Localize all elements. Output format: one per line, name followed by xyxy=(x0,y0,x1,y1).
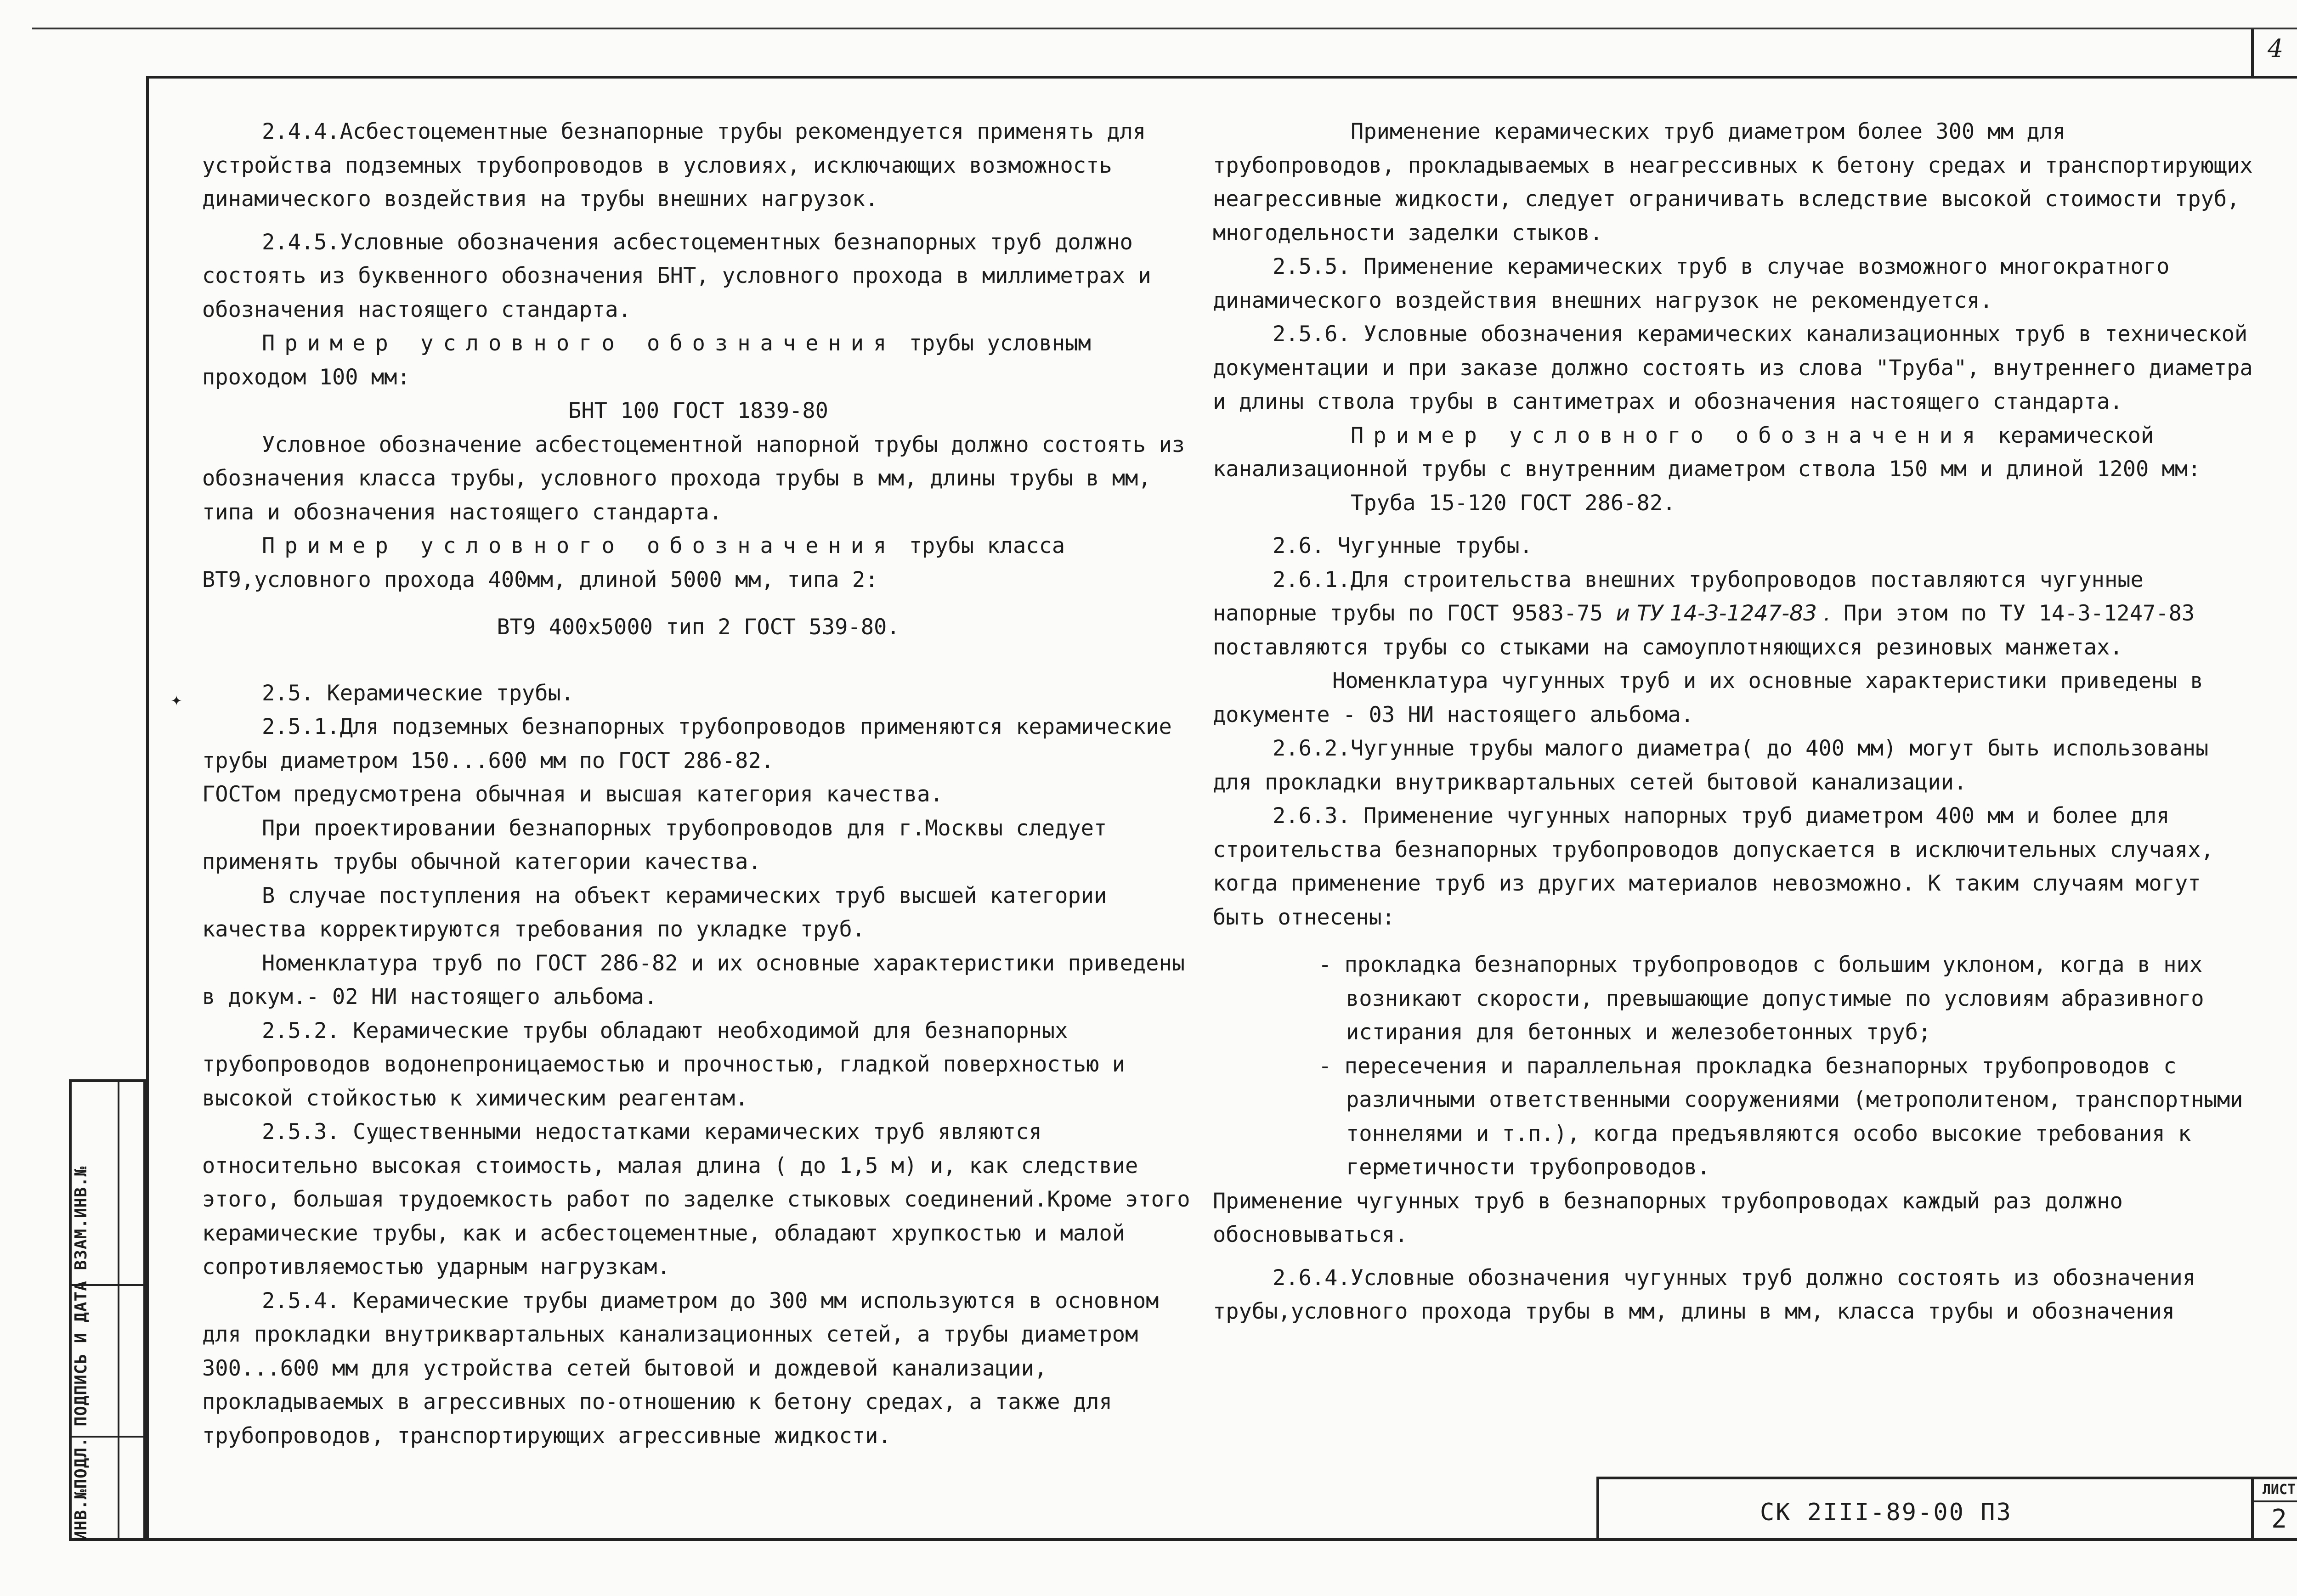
example-2-tail: трубы класса ВТ9,условного прохода 400мм, длиной 5000 мм, типа 2: xyxy=(202,533,1065,592)
para-nomenclature: Номенклатура труб по ГОСТ 286-82 и их основные характеристики приведены в докум.- 02 НИ настоящего альбома. xyxy=(202,950,1185,1009)
sheet-number: 2 xyxy=(2271,1504,2287,1534)
example-1-tail: трубы условным проходом 100 мм: xyxy=(202,331,1091,390)
para-2-5-6: 2.5.6. Условные обозначения керамических канализационных труб в технической документации и при заказе должно состоять из слова "Труба", внутреннего диаметра и длины ствола трубы в сантиметрах и обозначения настоящего стандарта. xyxy=(1213,321,2253,414)
para-2-6-2: 2.6.2.Чугунные трубы малого диаметра( до 400 мм) могут быть использованы для прокладки внутриквартальных сетей бытовой канализации. xyxy=(1213,736,2209,795)
case-list xyxy=(1318,948,2260,1184)
para-2-5-2: 2.5.2. Керамические трубы обладают необходимой для безнапорных трубопроводов водонепроницаемостью и прочностью, гладкой поверхностью и высокой стойкостью к химическим реагентам. xyxy=(202,1018,1126,1111)
para-pressure-pipe: Условное обозначение асбестоцементной напорной трубы должно состоять из обозначения класса трубы, условного прохода трубы в мм, длины трубы в мм, типа и обозначения настоящего стандарта. xyxy=(202,432,1185,525)
para-justify: Применение чугунных труб в безнапорных трубопроводах каждый раз должно обосновываться. xyxy=(1213,1188,2123,1247)
title-block xyxy=(1596,1477,2297,1541)
example-2-label: Пример условного обозначения xyxy=(262,533,896,558)
para-2-5-1-gost: ГОСТом предусмотрена обычная и высшая категория качества. xyxy=(202,782,943,807)
para-large-diameter: Применение керамических труб диаметром более 300 мм для трубопроводов, прокладываемых в неагрессивных к бетону средах и транспортирующих неагрессивные жидкости, следует ограничивать вследствие высокой стоимости труб, многодельности заделки стыков. xyxy=(1213,119,2253,246)
para-supply: В случае поступления на объект керамических труб высшей категории качества корректируются требования по укладке труб. xyxy=(202,883,1107,942)
handwritten-insert: и ТУ 14-3-1247-83 . xyxy=(1616,601,1831,626)
corner-sheet-box xyxy=(2251,29,2297,79)
para-2-6-3: 2.6.3. Применение чугунных напорных труб диаметром 400 мм и более для строительства безнапорных трубопроводов допускается в исключительных случаях, когда применение труб из других материалов невозможно. К таким случаям могут быть отнесены: xyxy=(1213,803,2214,930)
example-3-code: Труба 15-120 ГОСТ 286-82. xyxy=(1351,490,1676,516)
sheet-label: ЛИСТ xyxy=(2254,1479,2297,1502)
example-1-label: Пример условного обозначения xyxy=(262,331,896,356)
example-3-tail: керамической канализационной трубы с внутренним диаметром ствола 150 мм и длиной 1200 мм: xyxy=(1213,423,2201,482)
para-2-4-5: 2.4.5.Условные обозначения асбестоцементных безнапорных труб должно состоять из буквенного обозначения БНТ, условного прохода в миллиметрах и обозначения настоящего стандарта. xyxy=(202,229,1151,322)
para-2-5-3: 2.5.3. Существенными недостатками керамических труб являются относительно высокая стоимость, малая длина ( до 1,5 м) и, как следствие этого, большая трудоемкость работ по заделке стыковых соединений.Кроме этого керамические трубы, как и асбестоцементные, обладают хрупкостью и малой сопротивляемостью ударным нагрузкам. xyxy=(202,1119,1190,1280)
para-2-6-4: 2.6.4.Условные обозначения чугунных труб должно состоять из обозначения трубы,условного прохода трубы в мм, длины в мм, класса трубы и обозначения xyxy=(1213,1265,2196,1324)
side-stamp-text: ИНВ.№ПОДЛ. ПОДПИСЬ И ДАТА ВЗАМ.ИНВ.№ xyxy=(72,1166,91,1541)
top-rule xyxy=(32,28,2297,29)
right-column xyxy=(1213,115,2260,1329)
margin-mark: ✦ xyxy=(171,689,182,710)
document-code: СК 2III-89-00 ПЗ xyxy=(1760,1499,2012,1526)
para-nomenclature-cast-iron: Номенклатура чугунных труб и их основные характеристики приведены в документе - 03 НИ настоящего альбома. xyxy=(1213,668,2203,728)
example-1 xyxy=(202,327,1194,394)
example-2-code: ВТ9 400х5000 тип 2 ГОСТ 539-80. xyxy=(497,615,900,640)
left-column xyxy=(202,115,1194,1453)
para-2-6-1 xyxy=(1213,563,2260,665)
para-moscow: При проектировании безнапорных трубопроводов для г.Москвы следует применять трубы обычной категории качества. xyxy=(202,815,1107,874)
para-2-6-1-end: При этом по ТУ 14-3-1247-83 поставляются трубы со стыками на самоуплотняющихся резиновых манжетах. xyxy=(1213,601,2195,660)
para-2-6-1-start: 2.6.1.Для строительства внешних трубопроводов поставляются чугунные напорные трубы по ГОСТ 9583-75 xyxy=(1213,567,2144,626)
example-2 xyxy=(202,529,1194,597)
para-2-4-4: 2.4.4.Асбестоцементные безнапорные трубы рекомендуется применять для устройства подземных трубопроводов в условиях, исключающих возможность динамического воздействия на трубы внешних нагрузок. xyxy=(202,119,1146,212)
list-item: - пересечения и параллельная прокладка безнапорных трубопроводов с различными ответственными сооружениями (метрополитеном, транспортными тоннелями и т.п.), когда предъявляются особо высокие требования к герметичности трубопроводов. xyxy=(1318,1053,2243,1180)
side-stamp-divider xyxy=(95,1082,119,1538)
example-3-label: Пример условного обозначения xyxy=(1351,423,1985,448)
corner-sheet-number: 4 xyxy=(2268,34,2284,63)
heading-2-6: 2.6. Чугунные трубы. xyxy=(1273,533,1533,558)
heading-2-5: 2.5. Керамические трубы. xyxy=(262,680,574,706)
para-2-5-5: 2.5.5. Применение керамических труб в случае возможного многократного динамического воздействия внешних нагрузок не рекомендуется. xyxy=(1213,254,2170,313)
example-3 xyxy=(1213,419,2260,486)
list-item: - прокладка безнапорных трубопроводов с большим уклоном, когда в них возникают скорости, превышающие допустимые по условиям абразивного истирания для бетонных и железобетонных труб; xyxy=(1318,952,2204,1045)
para-2-5-1: 2.5.1.Для подземных безнапорных трубопроводов применяются керамические трубы диаметром 150...600 мм по ГОСТ 286-82. xyxy=(202,714,1172,773)
sheet-cell xyxy=(2251,1479,2297,1541)
para-2-5-4: 2.5.4. Керамические трубы диаметром до 300 мм используются в основном для прокладки внутриквартальных канализационных сетей, а трубы диаметром 300...600 мм для устройства сетей бытовой и дождевой канализации, прокладываемых в агрессивных по-отношению к бетону средах, а также для трубопроводов, транспортирующих агрессивные жидкости. xyxy=(202,1288,1159,1449)
example-1-code: БНТ 100 ГОСТ 1839-80 xyxy=(568,398,828,423)
